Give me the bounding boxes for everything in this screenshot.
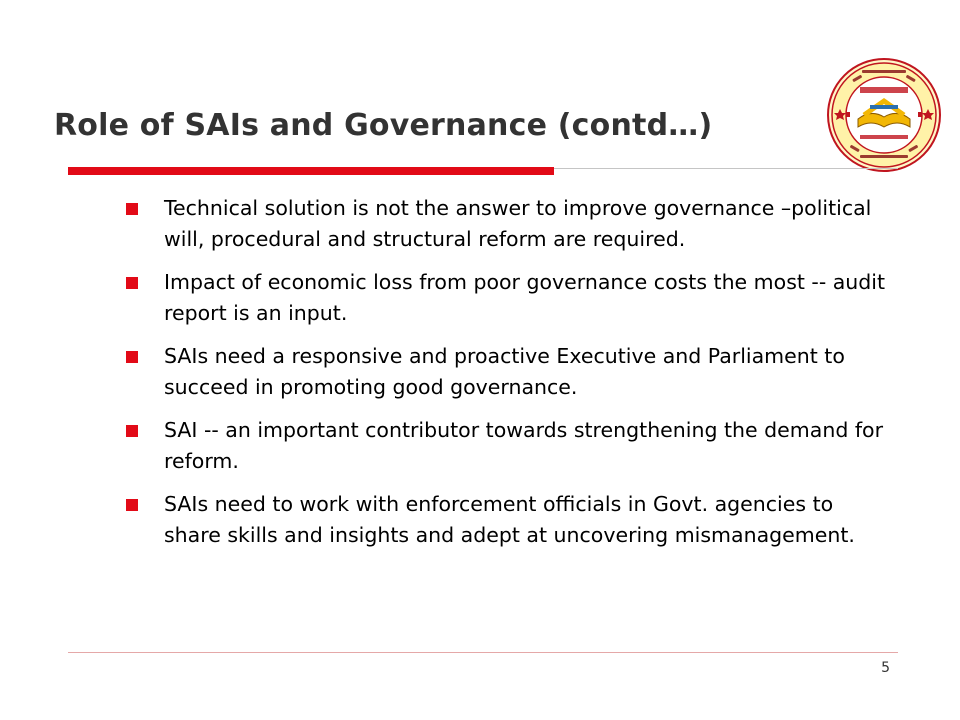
bullet-text: SAIs need a responsive and proactive Executive and Parliament to succeed in promoting good governance. (164, 344, 845, 399)
cag-logo (826, 57, 942, 173)
bullet-item (126, 415, 886, 477)
bullet-text: Impact of economic loss from poor governance costs the most -- audit report is an input. (164, 270, 886, 325)
slide-title: Role of SAIs and Governance (contd…) (54, 108, 713, 143)
bullet-list (126, 193, 886, 563)
footer-rule (68, 652, 898, 653)
square-bullet-icon (126, 425, 138, 437)
square-bullet-icon (126, 499, 138, 511)
bullet-text: SAI -- an important contributor towards strengthening the demand for reform. (164, 418, 884, 473)
bullet-text: Technical solution is not the answer to improve governance –political will, procedural and structural reform are required. (164, 196, 872, 251)
bullet-item (126, 267, 886, 329)
bullet-text: SAIs need to work with enforcement officials in Govt. agencies to share skills and insights and adept at uncovering mismanagement. (164, 492, 855, 547)
page-number: 5 (881, 660, 890, 676)
bullet-item (126, 489, 886, 551)
square-bullet-icon (126, 277, 138, 289)
title-underline-rule (554, 168, 898, 169)
bullet-item (126, 193, 886, 255)
square-bullet-icon (126, 351, 138, 363)
title-underline-accent (68, 167, 554, 175)
square-bullet-icon (126, 203, 138, 215)
bullet-item (126, 341, 886, 403)
